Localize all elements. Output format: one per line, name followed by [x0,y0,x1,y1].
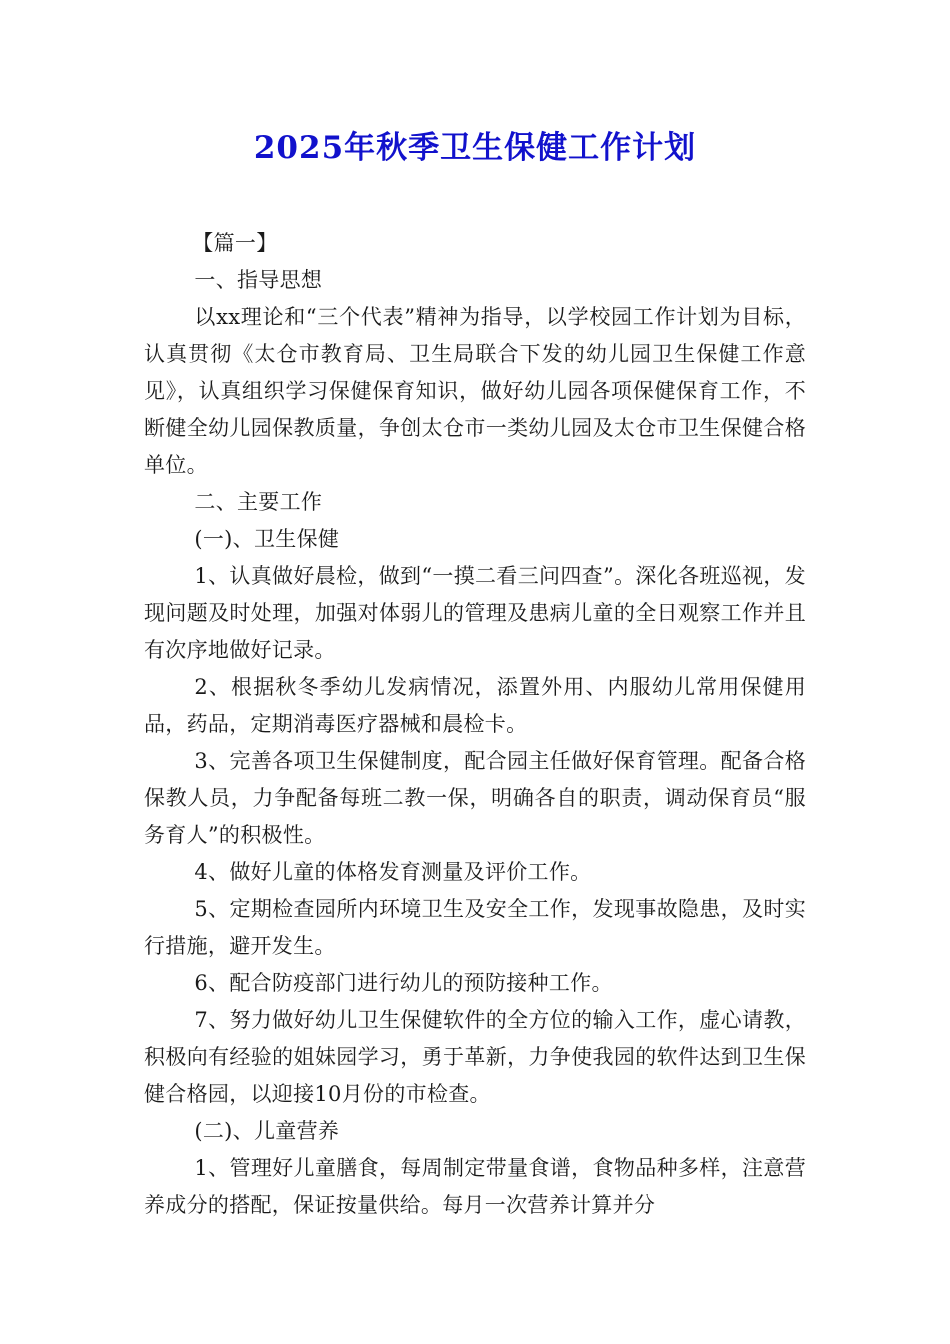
item-health-2: 2、根据秋冬季幼儿发病情况，添置外用、内服幼儿常用保健用品，药品，定期消毒医疗器械和晨检卡。 [144,675,806,736]
document-title: 2025年秋季卫生保健工作计划 [253,130,697,166]
item-health-3: 3、完善各项卫生保健制度，配合园主任做好保育管理。配备合格保教人员，力争配备每班二教一保，明确各自的职责，调动保育员“服务育人”的积极性。 [144,749,806,847]
subheading-health-care: (一)、卫生保健 [194,527,340,551]
item-health-4: 4、做好儿童的体格发育测量及评价工作。 [194,860,592,884]
item-nutrition-1: 1、管理好儿童膳食，每周制定带量食谱，食物品种多样，注意营养成分的搭配，保证按量供给。每月一次营养计算并分 [144,1156,806,1217]
item-health-1: 1、认真做好晨检，做到“一摸二看三问四查”。深化各班巡视，发现问题及时处理，加强对体弱儿的管理及患病儿童的全日观察工作并且有次序地做好记录。 [144,564,806,662]
paragraph-guiding-ideology: 以xx理论和“三个代表”精神为指导，以学校园工作计划为目标，认真贯彻《太仓市教育局、卫生局联合下发的幼儿园卫生保健工作意见》，认真组织学习保健保育知识，做好幼儿园各项保健保育工作，不断健全幼儿园保教质量，争创太仓市一类幼儿园及太仓市卫生保健合格单位。 [144,305,806,477]
heading-guiding-ideology: 一、指导思想 [194,268,323,292]
item-health-5: 5、定期检查园所内环境卫生及安全工作，发现事故隐患，及时实行措施，避开发生。 [144,897,806,958]
document-body [144,225,806,1224]
section-label: 【篇一】 [192,231,278,255]
subheading-child-nutrition: (二)、儿童营养 [194,1119,340,1143]
heading-main-work: 二、主要工作 [194,490,323,514]
item-health-7: 7、努力做好幼儿卫生保健软件的全方位的输入工作，虚心请教，积极向有经验的姐妹园学习，勇于革新，力争使我园的软件达到卫生保健合格园，以迎接10月份的市检查。 [144,1008,806,1106]
item-health-6: 6、配合防疫部门进行幼儿的预防接种工作。 [194,971,613,995]
